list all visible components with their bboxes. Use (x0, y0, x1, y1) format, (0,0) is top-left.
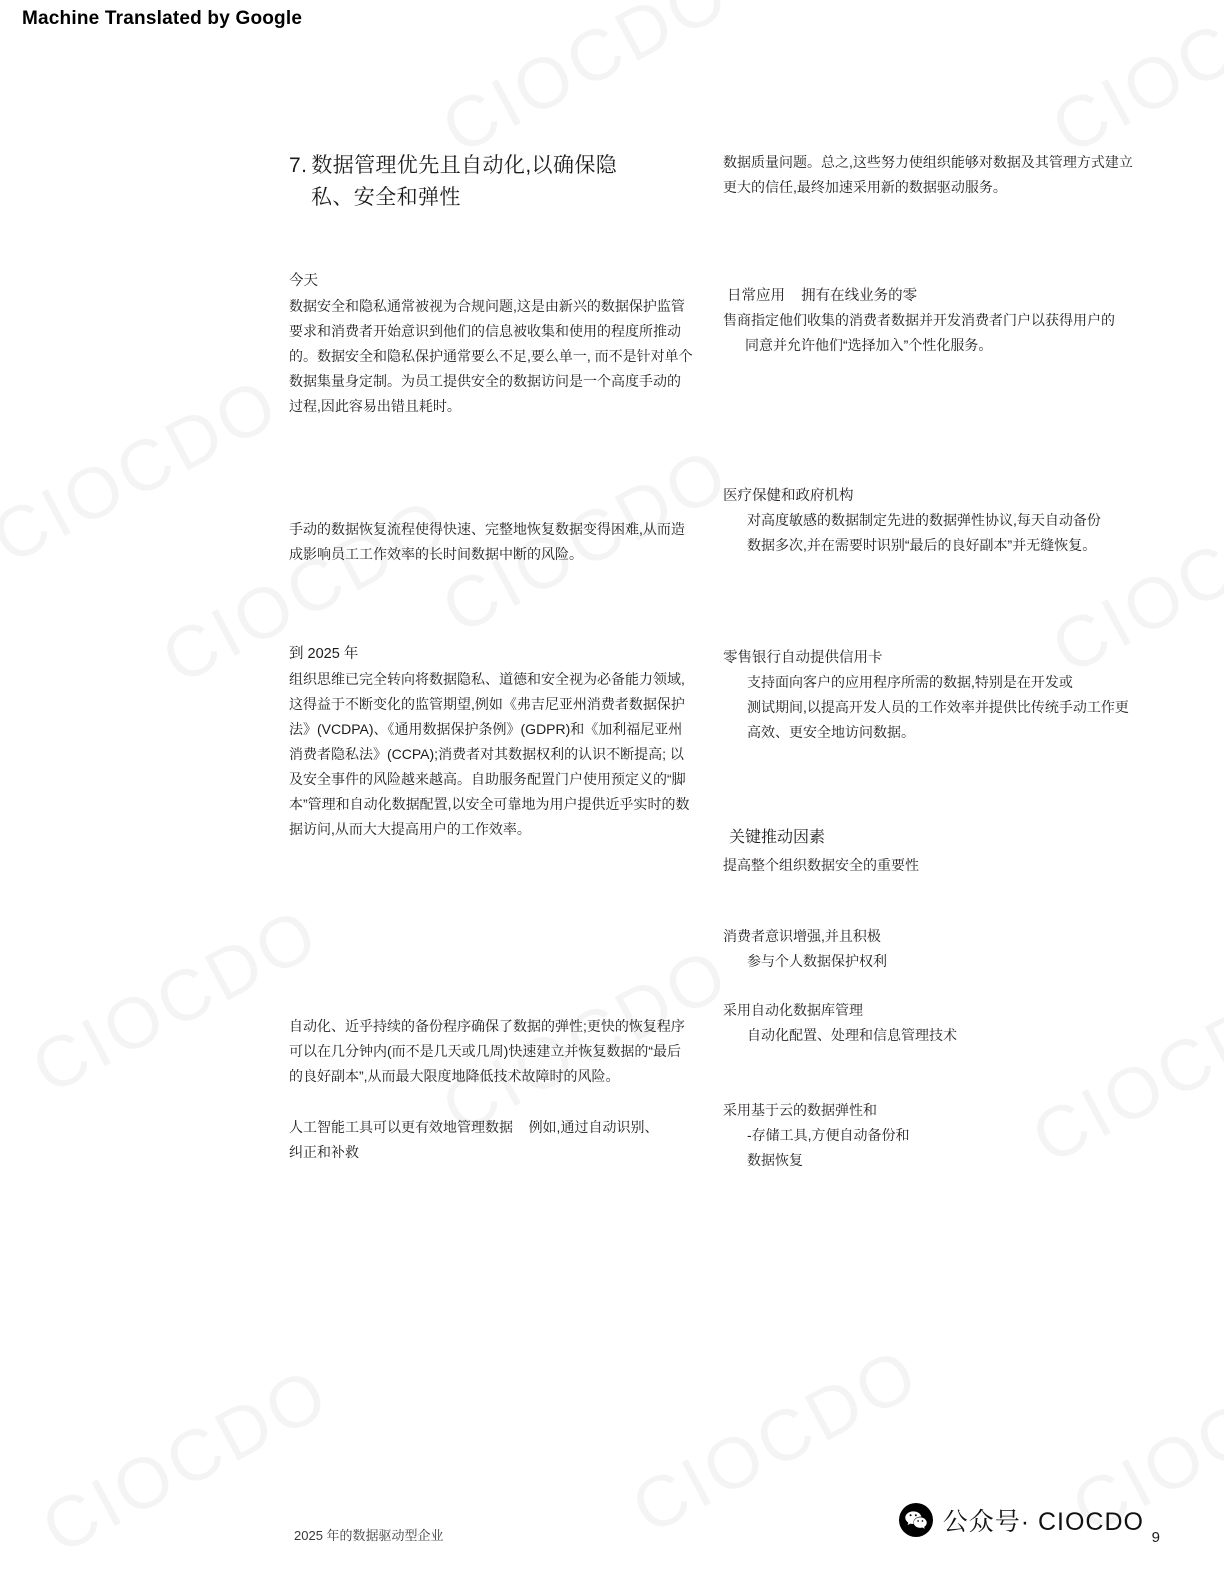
ai-paragraph (289, 1115, 694, 1165)
driver-item-2-line1: 消费者意识增强,并且积极 (723, 928, 881, 944)
machine-translation-banner: Machine Translated by Google (22, 8, 303, 29)
right-top-paragraph: 数据质量问题。总之,这些努力使组织能够对数据及其管理方式建立更大的信任,最终加速采用新的数据驱动服务。 (723, 154, 1133, 195)
section-title-line2: 私、安全和弹性 (311, 186, 461, 209)
today-paragraph: 数据安全和隐私通常被视为合规问题,这是由新兴的数据保护监管要求和消费者开始意识到他们的信息被收集和使用的程度所推动的。数据安全和隐私保护通常要么不足,要么单一, 而不是针对单个数据集量身定制。为员工提供安全的数据访问是一个高度手动的过程,因此容易出错且耗时。 (289, 298, 693, 414)
recovery-paragraph: 手动的数据恢复流程使得快速、完整地恢复数据变得困难,从而造成影响员工工作效率的长时间数据中断的风险。 (289, 521, 685, 562)
ai-paragraph-line1: 人工智能工具可以更有效地管理数据 (289, 1119, 513, 1135)
key-drivers-title: 关键推动因素 (729, 829, 826, 846)
healthcare-line2: 数据多次,并在需要时识别“最后的良好副本”并无缝恢复。 (747, 537, 1097, 553)
section-heading (289, 150, 694, 214)
footer-document-title: 2025 年的数据驱动型企业 (294, 1528, 444, 1543)
today-label: 今天 (289, 273, 318, 289)
healthcare-line1: 对高度敏感的数据制定先进的数据弹性协议,每天自动备份 (747, 512, 1101, 528)
healthcare-heading: 医疗保健和政府机构 (723, 488, 854, 504)
retail-bank-line1: 支持面向客户的应用程序所需的数据,特别是在开发或 (747, 674, 1073, 690)
everyday-application-heading (723, 284, 1141, 308)
driver-item-3-line2: 自动化配置、处理和信息管理技术 (747, 1027, 957, 1043)
right-column (723, 150, 1141, 1173)
wechat-account-badge (899, 1502, 1144, 1538)
retail-bank-line3: 高效、更安全地访问数据。 (747, 724, 915, 740)
driver-item-3-line1: 采用自动化数据库管理 (723, 1002, 863, 1018)
retail-bank-line2: 测试期间,以提高开发人员的工作效率并提供比传统手动工作更 (747, 699, 1129, 715)
left-column (289, 150, 694, 1165)
by-2025-paragraph: 组织思维已完全转向将数据隐私、道德和安全视为必备能力领域,这得益于不断变化的监管期望,例如《弗吉尼亚州消费者数据保护法》(VCDPA)、《通用数据保护条例》(GDPR)和《加利福尼亚州消费者隐私法》(CCPA);消费者对其数据权利的认识不断提高; 以及安全事件的风险越来越高。自助服务配置门户使用预定义的“脚本”管理和自动化数据配置,以安全可靠地为用户提供近乎实时的数据访问,从而大大提高用户的工作效率。 (289, 671, 690, 837)
everyday-application-line2: 同意并允许他们“选择加入”个性化服务。 (745, 337, 993, 353)
retail-bank-heading: 零售银行自动提供信用卡 (723, 650, 883, 666)
section-title-line1: 数据管理优先且自动化,以确保隐 (311, 154, 618, 177)
driver-item-4-line2: -存储工具,方便自动备份和 (747, 1127, 910, 1143)
everyday-application-label2: 拥有在线业务的零 (801, 288, 918, 304)
ai-paragraph-line1b: 例如,通过自动识别、 (528, 1119, 659, 1135)
wechat-account-name: 公众号· CIOCDO (942, 1508, 1144, 1536)
driver-item-2-line2: 参与个人数据保护权利 (747, 953, 887, 969)
driver-item-1-line1: 提高整个组织数据安全的重要性 (723, 857, 919, 873)
section-number: 7. (289, 154, 308, 177)
driver-item-4-line1: 采用基于云的数据弹性和 (723, 1102, 877, 1118)
driver-item-4-line3: 数据恢复 (747, 1152, 803, 1168)
wechat-icon (899, 1503, 933, 1537)
ai-paragraph-line2: 纠正和补救 (289, 1144, 359, 1160)
footer-page-number: 9 (1151, 1529, 1160, 1546)
everyday-application-label: 日常应用 (727, 288, 786, 304)
by-2025-label: 到 2025 年 (289, 646, 359, 662)
automation-paragraph: 自动化、近乎持续的备份程序确保了数据的弹性;更快的恢复程序可以在几分钟内(而不是几天或几周)快速建立并恢复数据的“最后的良好副本”,从而最大限度地降低技术故障时的风险。 (289, 1018, 685, 1084)
everyday-application-line1: 售商指定他们收集的消费者数据并开发消费者门户以获得用户的 (723, 312, 1115, 328)
